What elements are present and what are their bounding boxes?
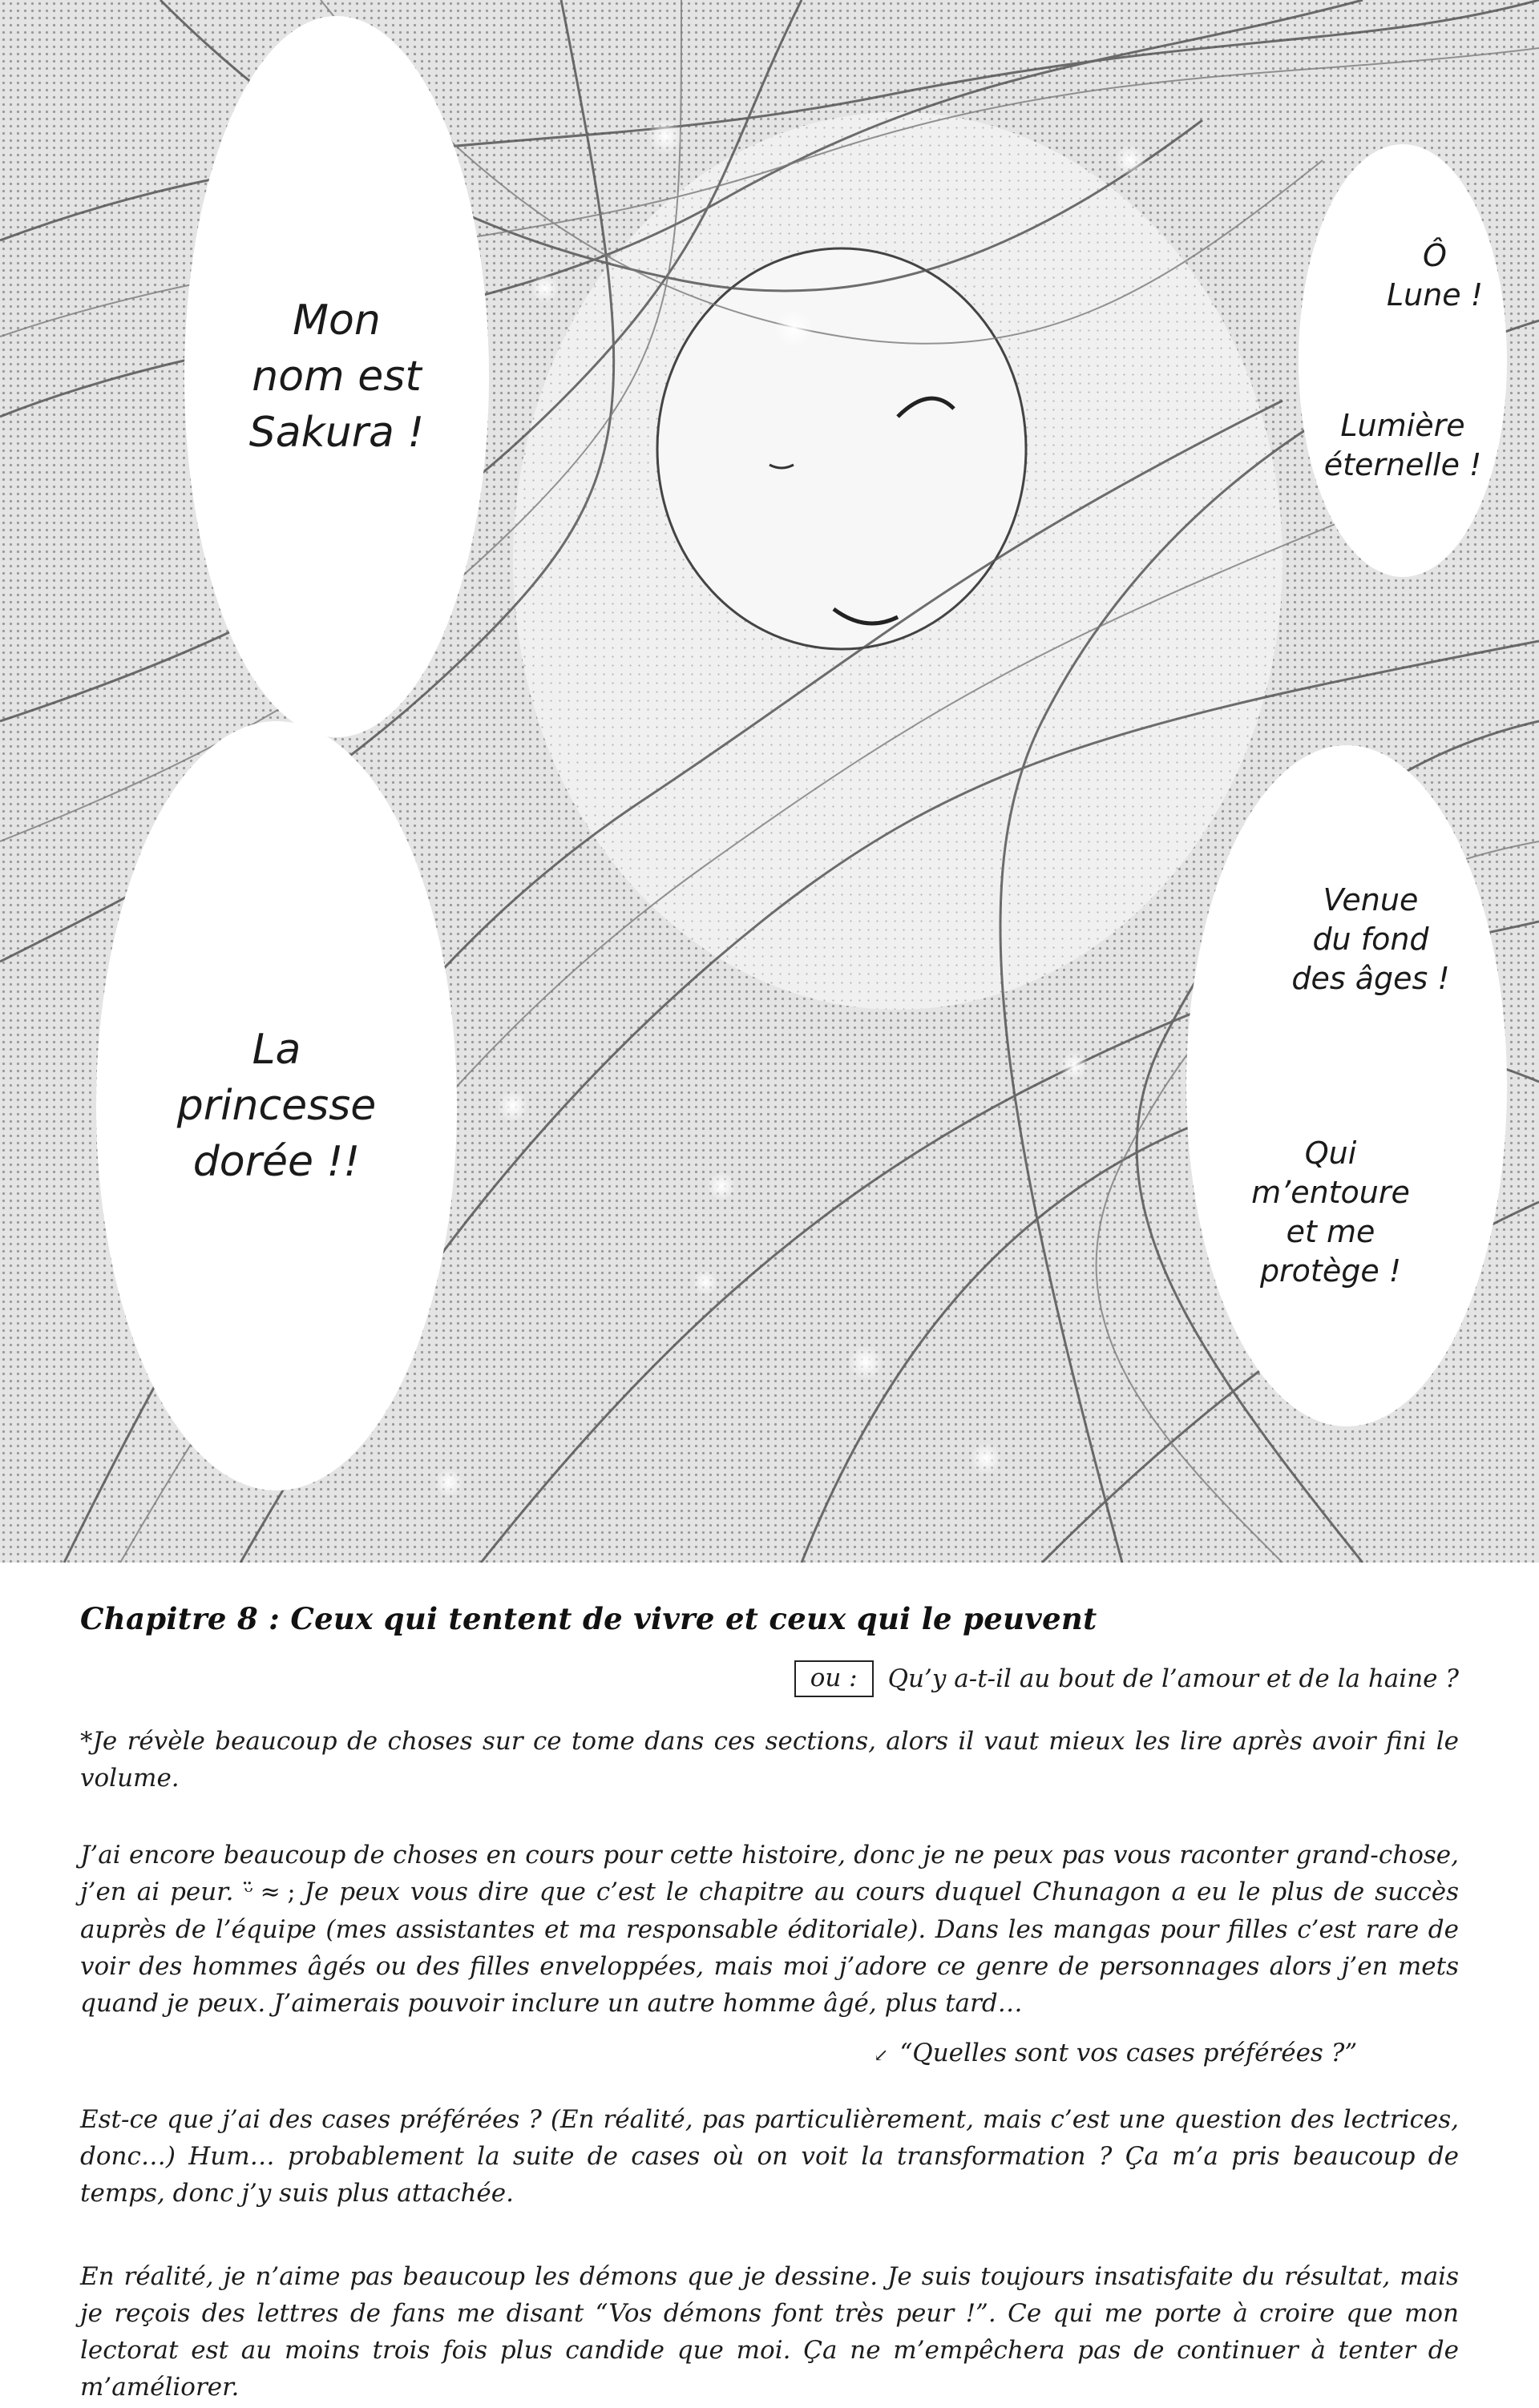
speech-text: Lumière éternelle ! — [1323, 408, 1482, 483]
sweat-doodle-icon: ᵕ̈ ≈ ; — [244, 1878, 294, 1906]
spoiler-note: *Je révèle beaucoup de choses sur ce tome dans ces sections, alors il vaut mieux les lire après avoir fini le volume. — [80, 1727, 1459, 1793]
chapter-title: Chapitre 8 : Ceux qui tentent de vivre et ceux qui le peuvent — [80, 1601, 1097, 1636]
speech-bubble-venue — [1186, 745, 1507, 1426]
subtitle-box: ou : — [794, 1660, 874, 1697]
paragraph-favorite-panels: Est-ce que j’ai des cases préférées ? (En réalité, pas particulièrement, mais c’est une question des lectrices, donc…) Hum… probablement la suite de cases où on voit la transformation ? Ça m’a pris beaucoup de temps, donc j’y suis plus attachée. — [80, 2105, 1459, 2208]
arrow-icon: ↙ — [874, 2046, 889, 2066]
paragraph-chunagon — [80, 1837, 1459, 2022]
speech-text: La princesse dorée !! — [176, 1026, 377, 1186]
paragraph-demons: En réalité, je n’aime pas beaucoup les démons que je dessine. Je suis toujours insatisfaite du résultat, mais je reçois des lettres de fans me disant “Vos démons font très peur !”. Ce qui me porte à croire que mon lectorat est au moins trois fois plus candide que moi. Ça ne m’empêchera pas de continuer à tenter de m’améliorer. — [80, 2262, 1459, 2402]
reader-question — [874, 2039, 1357, 2067]
speech-text: Mon nom est Sakura ! — [248, 296, 425, 457]
speech-bubble-lune — [1299, 144, 1507, 577]
speech-bubble-princesse — [96, 721, 457, 1490]
chapter-subtitle — [794, 1660, 1459, 1697]
speech-bubble-sakura — [184, 16, 489, 737]
subtitle-text: Qu’y a-t-il au bout de l’amour et de la haine ? — [887, 1664, 1459, 1693]
speech-text: Ô Lune ! — [1386, 237, 1483, 313]
author-notes — [0, 1563, 1539, 2408]
question-text: “Quelles sont vos cases préférées ?” — [899, 2039, 1358, 2067]
paragraph-text: J’ai encore beaucoup de choses en cours pour cette histoire, donc je ne peux pas vous raconter grand-chose, j’en ai peur. — [80, 1841, 1459, 1906]
speech-text: Venue du fond des âges ! — [1291, 882, 1450, 996]
speech-text: Qui m’entoure et me protège ! — [1251, 1135, 1410, 1289]
paragraph-text: Je peux vous dire que c’est le chapitre au cours duquel Chunagon a eu le plus de succès auprès de l’équipe (mes assistantes et ma responsable éditoriale). Dans les mangas pour filles c’est rare de voir des hommes âgés ou des filles enveloppées, mais moi j’adore ce genre de personnages alors j’en mets quand je peux. J’aimerais pouvoir inclure un autre homme âgé, plus tard… — [80, 1878, 1460, 2018]
